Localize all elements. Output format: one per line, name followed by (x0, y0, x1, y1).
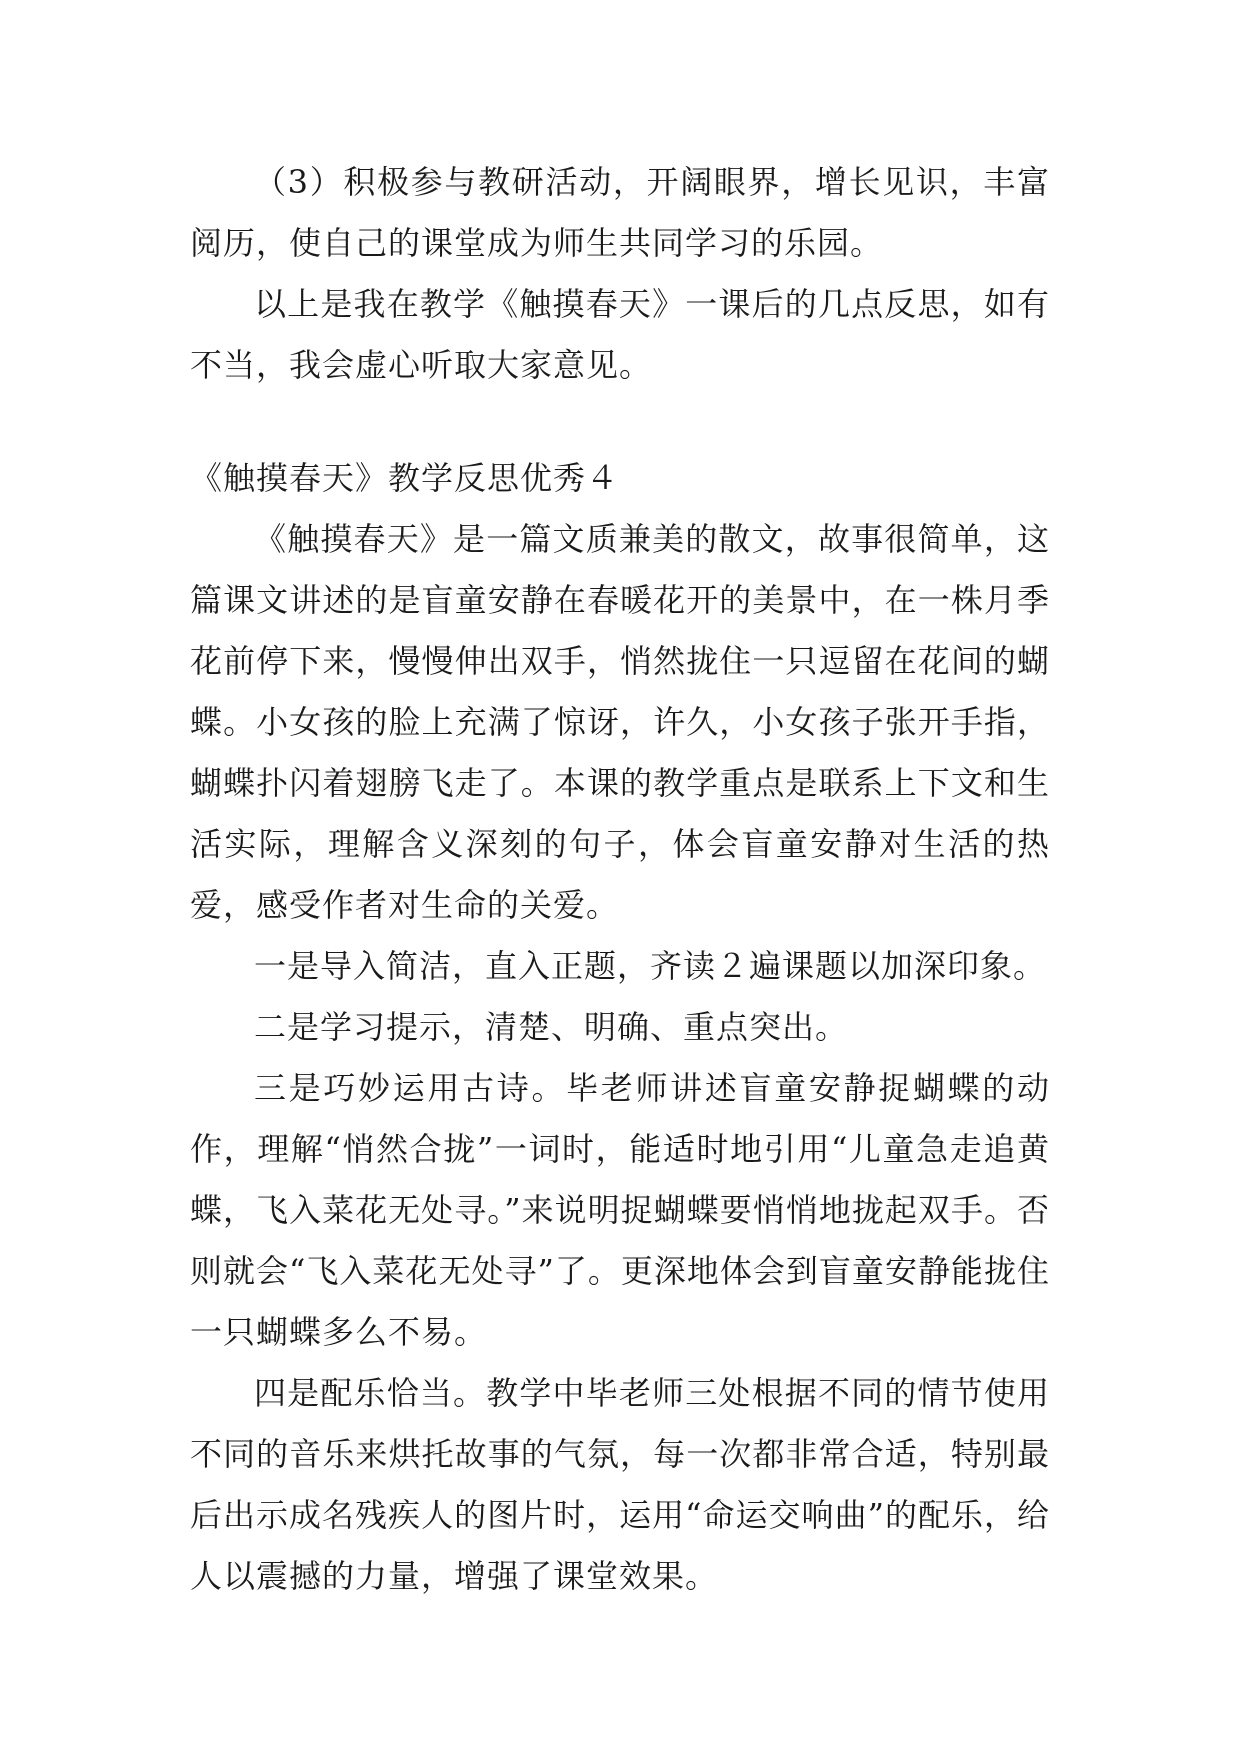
paragraph-intro: 《触摸春天》是一篇文质兼美的散文，故事很简单，这篇课文讲述的是盲童安静在春暖花开的美景中，在一株月季花前停下来，慢慢伸出双手，悄然拢住一只逗留在花间的蝴蝶。小女孩的脸上充满了惊讶，许久，小女孩子张开手指，蝴蝶扑闪着翅膀飞走了。本课的教学重点是联系上下文和生活实际，理解含义深刻的句子，体会盲童安静对生活的热爱，感受作者对生命的关爱。 (190, 520, 1050, 924)
section-heading: 《触摸春天》教学反思优秀４ (190, 459, 620, 497)
paragraph-point-3: 三是巧妙运用古诗。毕老师讲述盲童安静捉蝴蝶的动作，理解“悄然合拢”一词时，能适时地引用“儿童急走追黄蝶，飞入菜花无处寻。”来说明捉蝴蝶要悄悄地拢起双手。否则就会“飞入菜花无处寻”了。更深地体会到盲童安静能拢住一只蝴蝶多么不易。 (190, 1069, 1050, 1351)
paragraph-activity-3: （3）积极参与教研活动，开阔眼界，增长见识，丰富阅历，使自己的课堂成为师生共同学习的乐园。 (190, 163, 1050, 262)
paragraph-point-1: 一是导入简洁，直入正题，齐读２遍课题以加深印象。 (254, 947, 1047, 985)
paragraph-point-4: 四是配乐恰当。教学中毕老师三处根据不同的情节使用不同的音乐来烘托故事的气氛，每一次都非常合适，特别最后出示成名残疾人的图片时，运用“命运交响曲”的配乐，给人以震撼的力量，增强了课堂效果。 (190, 1374, 1050, 1595)
paragraph-point-2: 二是学习提示，清楚、明确、重点突出。 (254, 1008, 849, 1046)
paragraph-conclusion: 以上是我在教学《触摸春天》一课后的几点反思，如有不当，我会虚心听取大家意见。 (190, 285, 1050, 384)
